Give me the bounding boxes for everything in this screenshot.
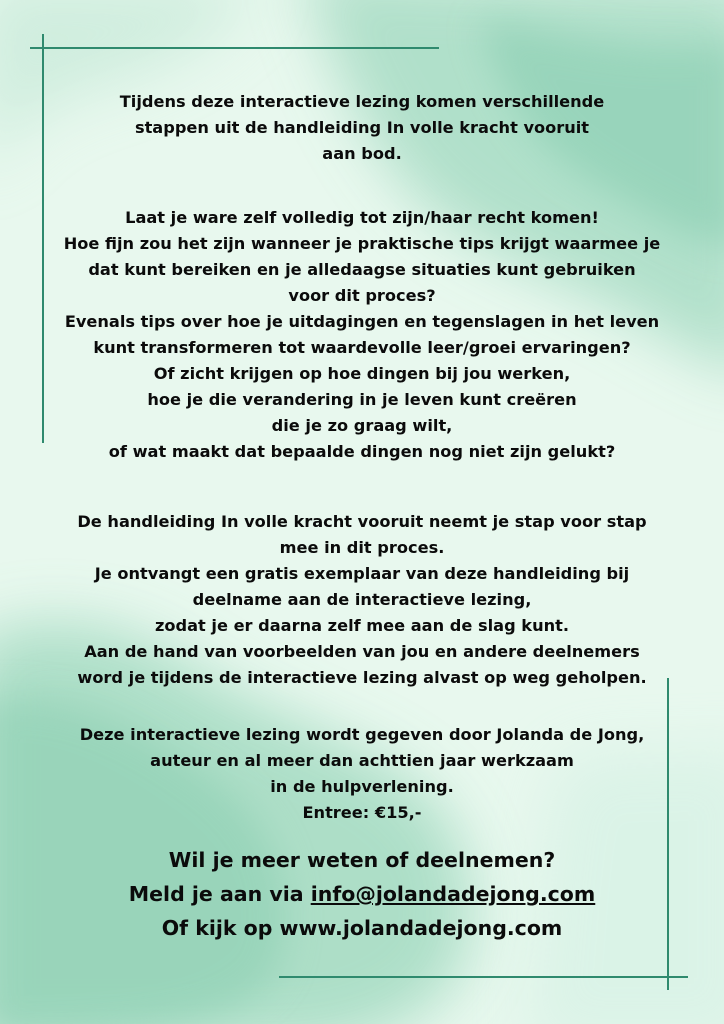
cta-signup-prefix: Meld je aan via [128, 882, 311, 906]
description-line: voor dit proces? [288, 286, 436, 305]
speaker-line: auteur en al meer dan achttien jaar werkzaam [150, 751, 574, 770]
description-line: hoe je die verandering in je leven kunt creëren [147, 390, 577, 409]
speaker-line: Deze interactieve lezing wordt gegeven door Jolanda de Jong, [79, 725, 645, 744]
call-to-action [40, 843, 684, 945]
description-line: Evenals tips over hoe je uitdagingen en tegenslagen in het leven [64, 312, 660, 331]
description-line: Hoe fijn zou het zijn wanneer je praktische tips krijgt waarmee je [63, 234, 661, 253]
entry-price: Entree: €15,- [302, 803, 422, 822]
description-line: of wat maakt dat bepaalde dingen nog niet zijn gelukt? [108, 442, 616, 461]
intro-line: Tijdens deze interactieve lezing komen verschillende [119, 92, 605, 111]
speaker-paragraph [40, 722, 684, 826]
bottom-right-horizontal-line [279, 976, 688, 978]
handbook-line: word je tijdens de interactieve lezing alvast op weg geholpen. [77, 668, 647, 687]
handbook-line: Je ontvangt een gratis exemplaar van deze handleiding bij [94, 564, 630, 583]
handbook-paragraph [40, 509, 684, 691]
handbook-line: mee in dit proces. [279, 538, 445, 557]
cta-website-line[interactable]: Of kijk op www.jolandadejong.com [161, 916, 563, 940]
intro-line: aan bod. [322, 144, 402, 163]
cta-question: Wil je meer weten of deelnemen? [168, 848, 556, 872]
description-line: dat kunt bereiken en je alledaagse situaties kunt gebruiken [88, 260, 636, 279]
handbook-line: Aan de hand van voorbeelden van jou en andere deelnemers [84, 642, 640, 661]
description-line: die je zo graag wilt, [271, 416, 453, 435]
top-left-horizontal-line [30, 47, 439, 49]
handbook-line: zodat je er daarna zelf mee aan de slag kunt. [154, 616, 569, 635]
description-line: kunt transformeren tot waardevolle leer/groei ervaringen? [93, 338, 631, 357]
description-line: Laat je ware zelf volledig tot zijn/haar recht komen! [125, 208, 599, 227]
description-paragraph [40, 205, 684, 465]
description-line: Of zicht krijgen op hoe dingen bij jou werken, [153, 364, 571, 383]
handbook-line: De handleiding In volle kracht vooruit neemt je stap voor stap [77, 512, 647, 531]
email-link[interactable]: info@jolandadejong.com [310, 882, 596, 906]
cta-signup-line [40, 877, 684, 911]
speaker-line: in de hulpverlening. [270, 777, 454, 796]
handbook-line: deelname aan de interactieve lezing, [192, 590, 532, 609]
intro-paragraph [40, 89, 684, 167]
intro-line: stappen uit de handleiding In volle kracht vooruit [134, 118, 590, 137]
